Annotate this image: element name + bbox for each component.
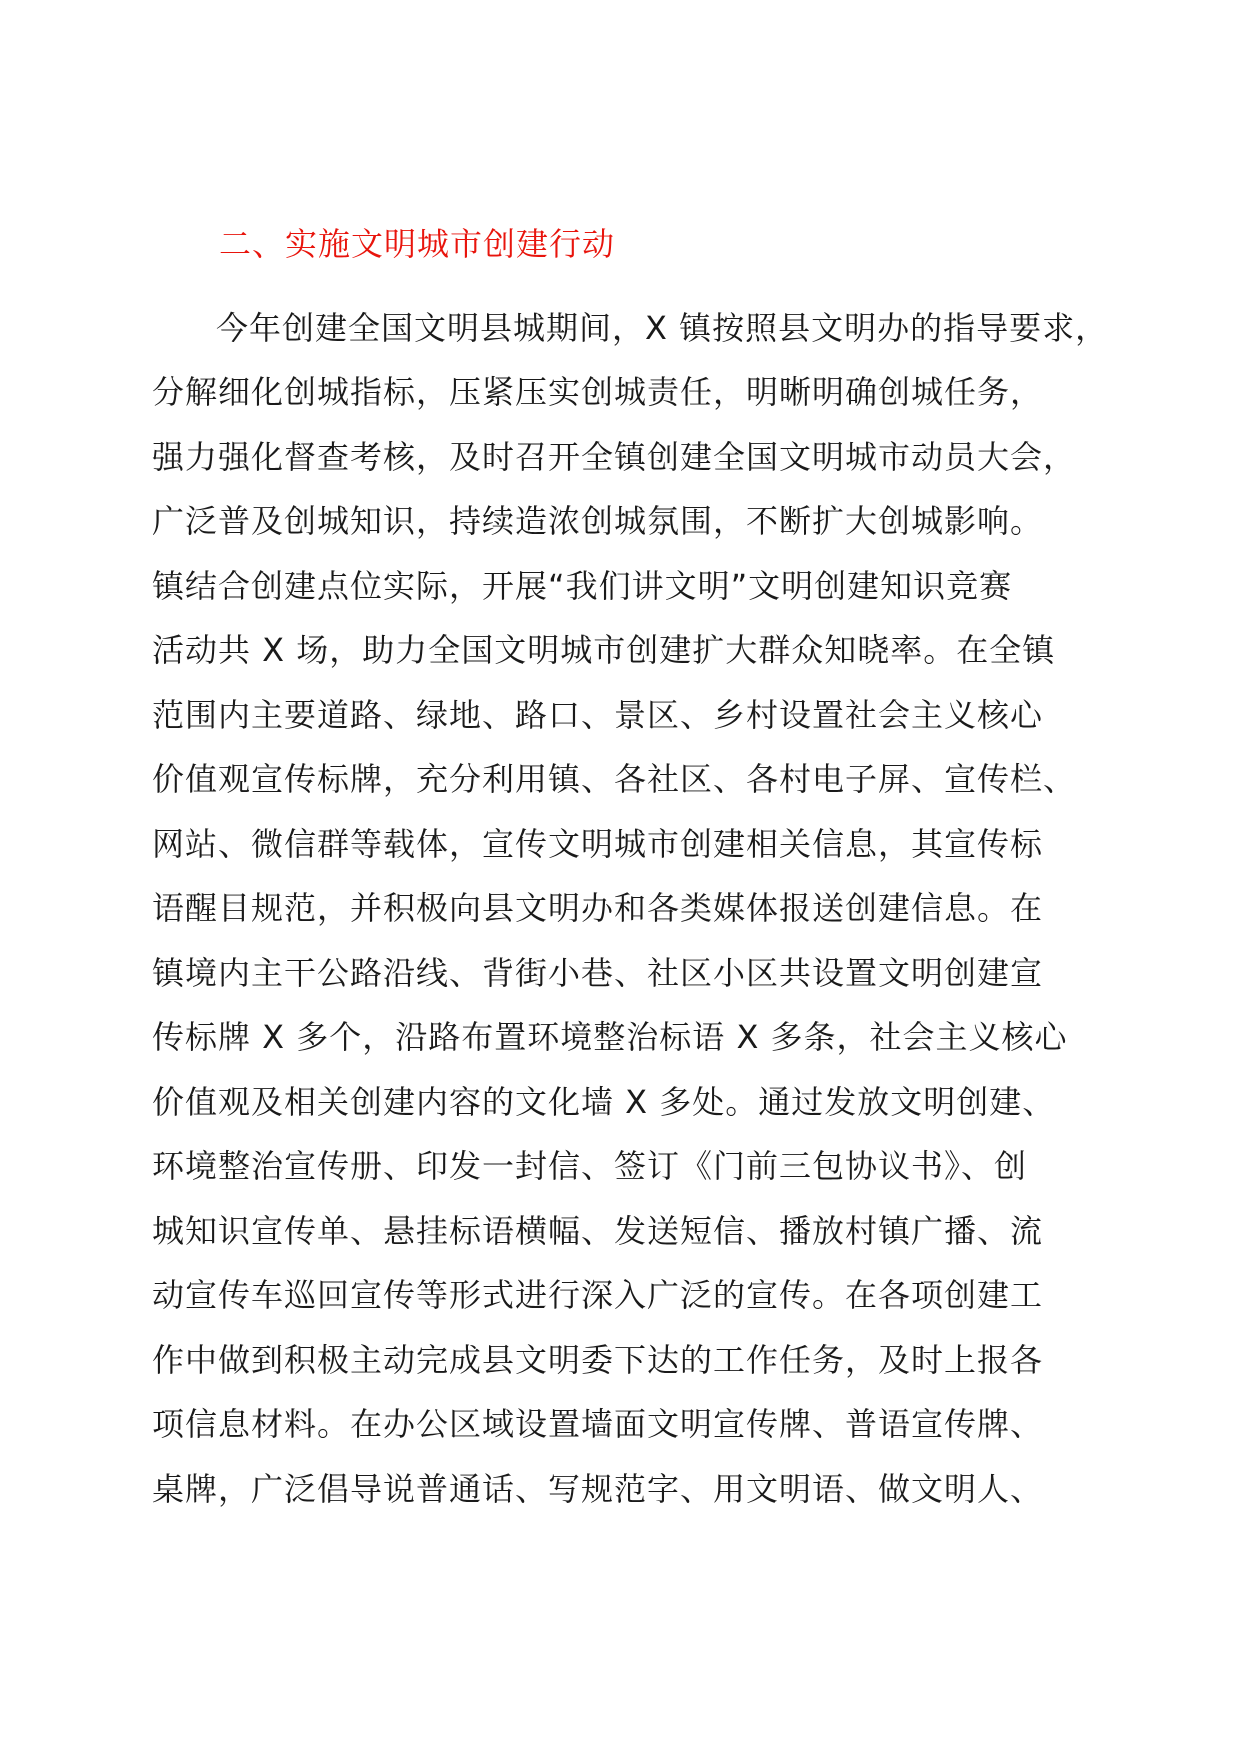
text-line: 分解细化创城指标，压紧压实创城责任，明晰明确创城任务， [152, 373, 1044, 411]
text-line: 桌牌，广泛倡导说普通话、写规范字、用文明语、做文明人、 [152, 1470, 1044, 1508]
text-line: 城知识宣传单、悬挂标语横幅、发送短信、播放村镇广播、流 [152, 1212, 1044, 1250]
text-line: 活动共 X 场，助力全国文明城市创建扩大群众知晓率。在全镇 [152, 631, 1056, 669]
text-line: 语醒目规范，并积极向县文明办和各类媒体报送创建信息。在 [152, 889, 1044, 927]
text-line: 镇境内主干公路沿线、背街小巷、社区小区共设置文明创建宣 [152, 954, 1044, 992]
text-line: 网站、微信群等载体，宣传文明城市创建相关信息，其宣传标 [152, 825, 1044, 863]
text-line: 价值观及相关创建内容的文化墙 X 多处。通过发放文明创建、 [152, 1083, 1056, 1121]
text-line: 强力强化督查考核，及时召开全镇创建全国文明城市动员大会， [152, 438, 1077, 476]
text-line: 广泛普及创城知识，持续造浓创城氛围，不断扩大创城影响。 [152, 502, 1044, 540]
text-line: 镇结合创建点位实际，开展“我们讲文明”文明创建知识竞赛 [152, 567, 1013, 605]
text-line: 今年创建全国文明县城期间，X 镇按照县文明办的指导要求， [216, 309, 1109, 347]
text-line: 传标牌 X 多个，沿路布置环境整治标语 X 多条，社会主义核心 [152, 1018, 1068, 1056]
section-heading: 二、实施文明城市创建行动 [219, 225, 616, 263]
text-line: 作中做到积极主动完成县文明委下达的工作任务，及时上报各 [152, 1341, 1044, 1379]
text-line: 环境整治宣传册、印发一封信、签订《门前三包协议书》、创 [152, 1147, 1028, 1185]
text-line: 动宣传车巡回宣传等形式进行深入广泛的宣传。在各项创建工 [152, 1276, 1044, 1314]
text-line: 范围内主要道路、绿地、路口、景区、乡村设置社会主义核心 [152, 696, 1044, 734]
text-line: 价值观宣传标牌，充分利用镇、各社区、各村电子屏、宣传栏、 [152, 760, 1077, 798]
text-line: 项信息材料。在办公区域设置墙面文明宣传牌、普语宣传牌、 [152, 1405, 1044, 1443]
